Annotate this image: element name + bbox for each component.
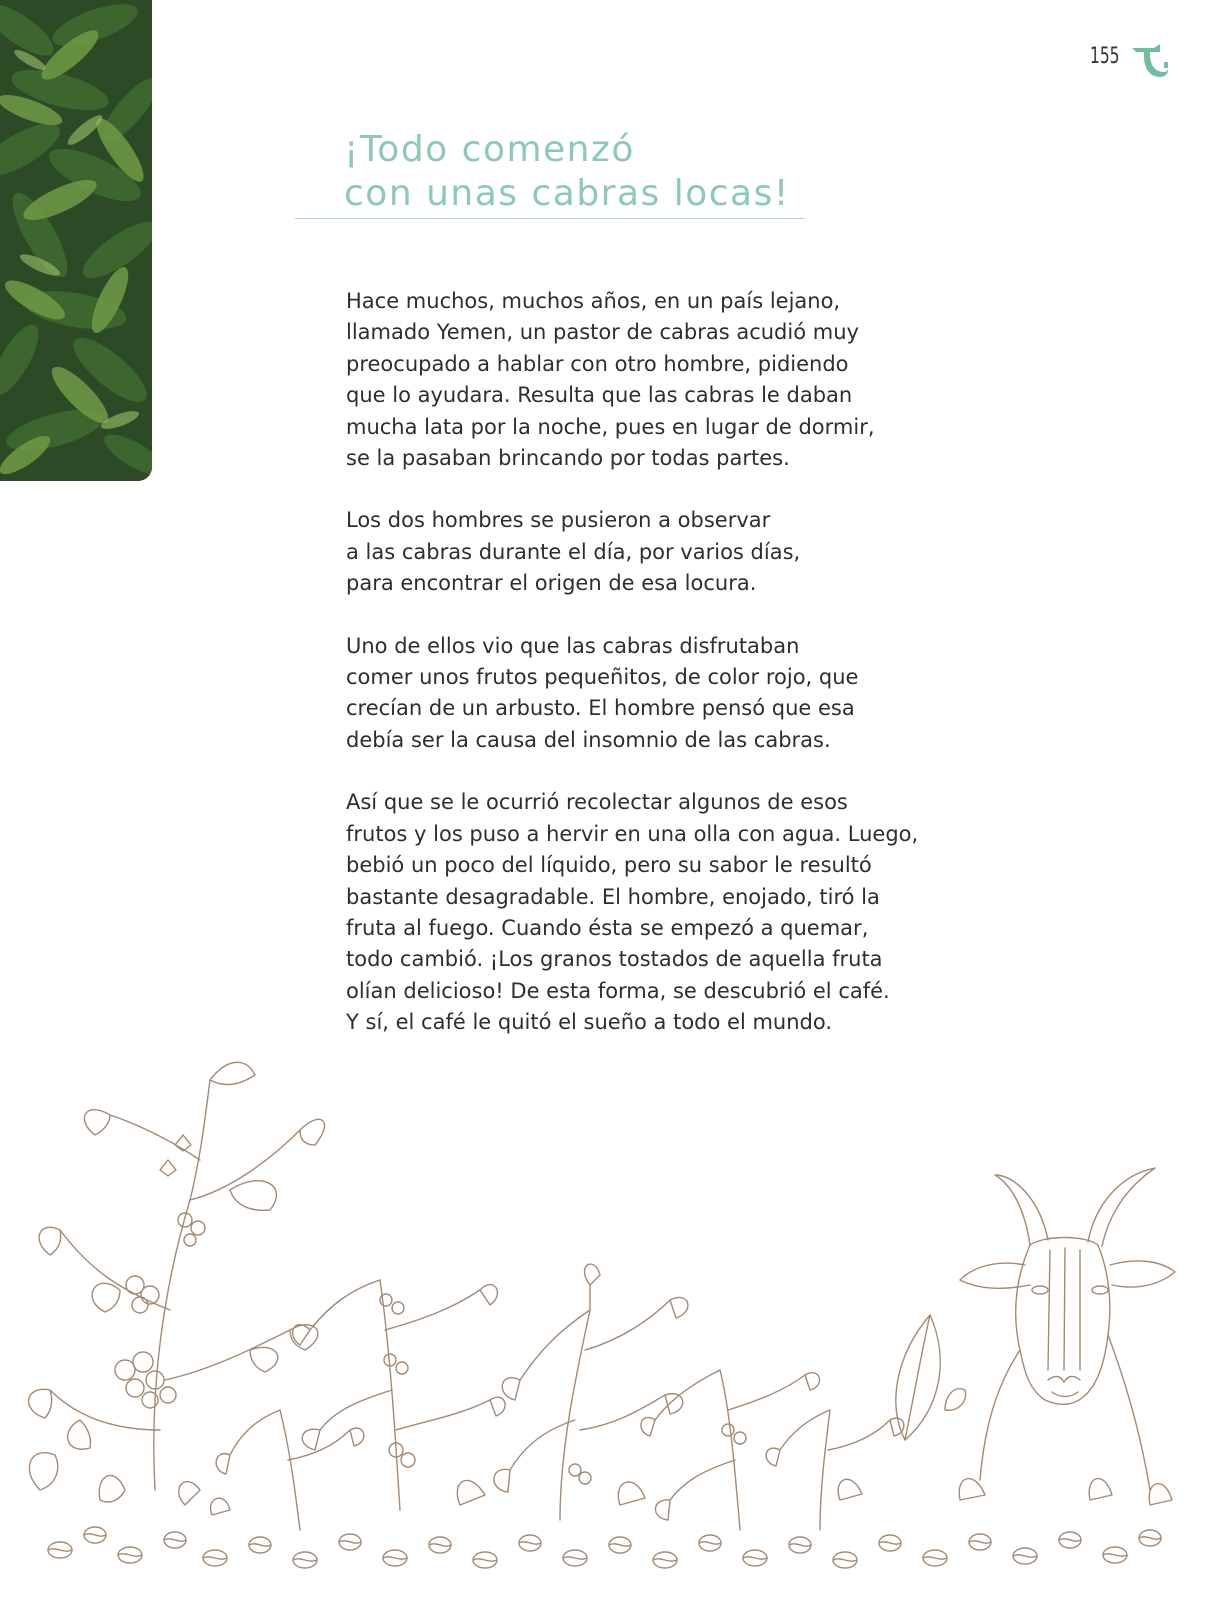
text-line: mucha lata por la noche, pues en lugar de dormir, [346, 414, 875, 439]
text-line: olían delicioso! De esta forma, se descubrió el café. [346, 978, 890, 1003]
paragraph [346, 631, 1016, 757]
text-line: preocupado a hablar con otro hombre, pidiendo [346, 351, 849, 376]
ground-leaves-icon [29, 1453, 1172, 1505]
paragraph [346, 505, 1016, 599]
text-line: fruta al fuego. Cuando ésta se empezó a quemar, [346, 915, 869, 940]
coffee-beans-icon [48, 1527, 1161, 1568]
text-line: todo cambió. ¡Los granos tostados de aquella fruta [346, 947, 883, 972]
title-underline [295, 218, 805, 219]
text-line: Uno de ellos vio que las cabras disfrutaban [346, 633, 800, 658]
paragraph [346, 787, 1016, 1038]
coffee-sprig-icon [494, 1264, 688, 1520]
coffee-branch-icon [29, 1062, 325, 1490]
text-line: Y sí, el café le quitó el sueño a todo el mundo. [346, 1010, 833, 1035]
title-line: con unas cabras locas! [344, 173, 790, 214]
text-line: para encontrar el origen de esa locura. [346, 571, 757, 596]
title-line: ¡Todo comenzó [344, 129, 635, 170]
goat-icon [960, 1168, 1175, 1490]
text-line: frutos y los puso a hervir en una olla con agua. Luego, [346, 821, 919, 846]
text-line: comer unos frutos pequeñitos, de color rojo, que [346, 665, 859, 690]
text-line: crecían de un arbusto. El hombre pensó que esa [346, 696, 855, 721]
story-body [346, 286, 1016, 1070]
paragraph [346, 286, 1016, 474]
coffee-leaves-photo [0, 0, 152, 481]
coffee-leaf-icon [896, 1315, 966, 1440]
story-title [344, 128, 864, 216]
text-line: llamado Yemen, un pastor de cabras acudió muy [346, 320, 859, 345]
text-line: debía ser la causa del insomnio de las cabras. [346, 727, 831, 752]
text-line: Así que se le ocurrió recolectar algunos de esos [346, 790, 848, 815]
page-number: 155 [1090, 44, 1120, 69]
coffee-sprig-icon [293, 1280, 506, 1510]
coffee-sprig-icon [179, 1410, 364, 1530]
coffee-sprig-icon [766, 1410, 904, 1530]
text-line: Hace muchos, muchos años, en un país lejano, [346, 289, 841, 313]
text-line: bastante desagradable. El hombre, enojado, tiró la [346, 884, 880, 909]
text-line: Los dos hombres se pusieron a observar [346, 508, 771, 533]
text-line: se la pasaban brincando por todas partes. [346, 446, 790, 471]
text-line: que lo ayudara. Resulta que las cabras le daban [346, 383, 853, 408]
section-logo-icon [1130, 44, 1170, 78]
coffee-plants-goat-illustration [0, 1050, 1214, 1600]
text-line: a las cabras durante el día, por varios días, [346, 539, 801, 564]
text-line: bebió un poco del líquido, pero su sabor le resultó [346, 853, 872, 878]
